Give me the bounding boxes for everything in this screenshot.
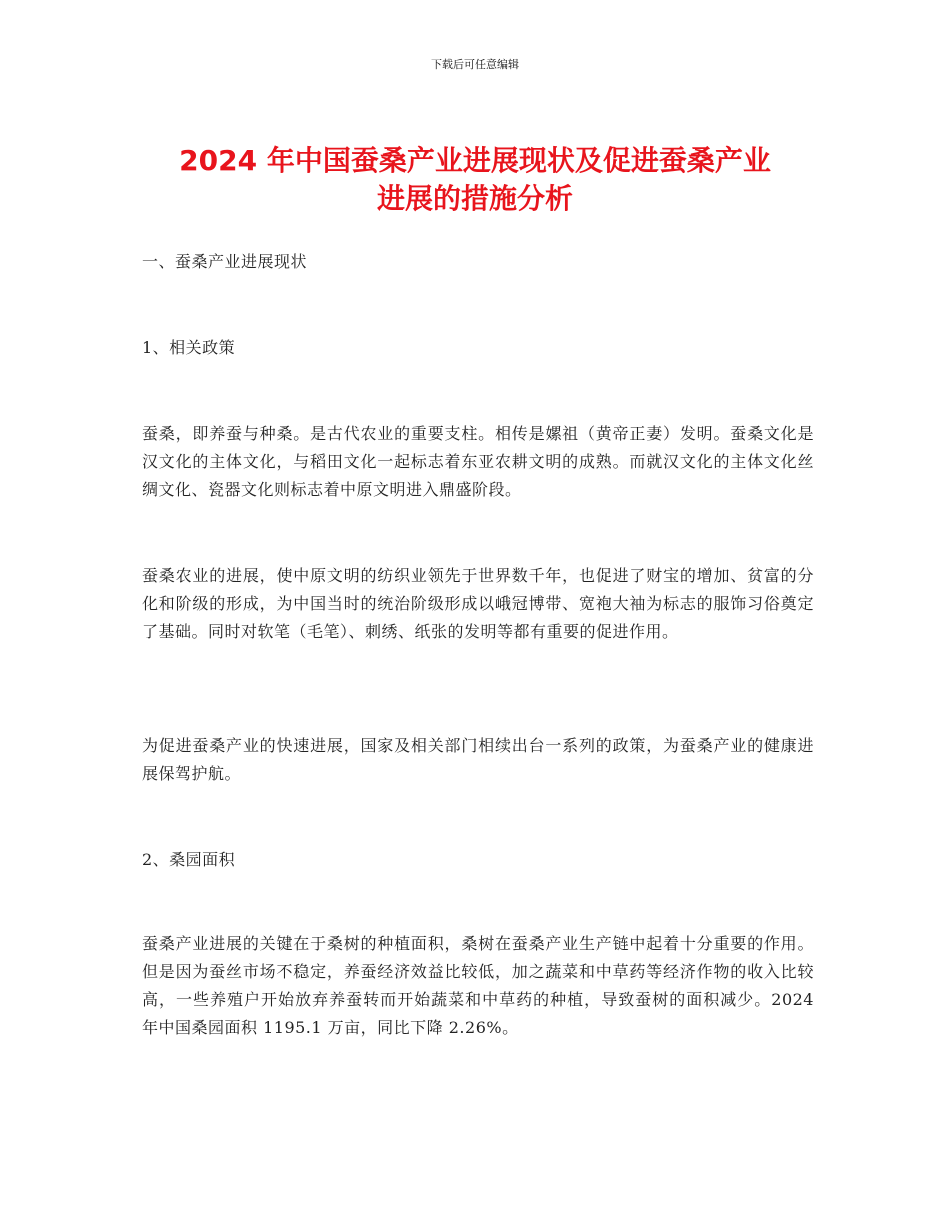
document-title [100, 142, 850, 218]
paragraph-mulberry-area-1: 蚕桑产业进展的关键在于桑树的种植面积，桑树在蚕桑产业生产链中起着十分重要的作用。但是因为蚕丝市场不稳定，养蚕经济效益比较低，加之蔬菜和中草药等经济作物的收入比较高，一些养殖户开始放弃养蚕转而开始蔬菜和中草药的种植，导致蚕树的面积减少。2024 年中国桑园面积 1195.1 万亩，同比下降 2.26%。 [142, 934, 814, 1037]
paragraph-policy-1: 蚕桑，即养蚕与种桑。是古代农业的重要支柱。相传是嫘祖（黄帝正妻）发明。蚕桑文化是汉文化的主体文化，与稻田文化一起标志着东亚农耕文明的成熟。而就汉文化的主体文化丝绸文化、瓷器文化则标志着中原文明进入鼎盛阶段。 [142, 424, 814, 499]
subsection-heading-mulberry-area: 2、桑园面积 [142, 850, 236, 869]
paragraph-policy-2: 蚕桑农业的进展，使中原文明的纺织业领先于世界数千年，也促进了财宝的增加、贫富的分化和阶级的形成，为中国当时的统治阶级形成以峨冠博带、宽袍大袖为标志的服饰习俗奠定了基础。同时对软笔（毛笔）、刺绣、纸张的发明等都有重要的促进作用。 [142, 566, 814, 641]
document-title-line-1: 2024 年中国蚕桑产业进展现状及促进蚕桑产业 [179, 144, 771, 177]
document-title-line-2: 进展的措施分析 [376, 182, 573, 215]
header-note: 下载后可任意编辑 [431, 58, 519, 71]
paragraph-policy-3: 为促进蚕桑产业的快速进展，国家及相关部门相续出台一系列的政策，为蚕桑产业的健康进展保驾护航。 [142, 736, 814, 783]
subsection-heading-policy: 1、相关政策 [142, 338, 236, 357]
section-heading-status: 一、蚕桑产业进展现状 [142, 252, 308, 271]
